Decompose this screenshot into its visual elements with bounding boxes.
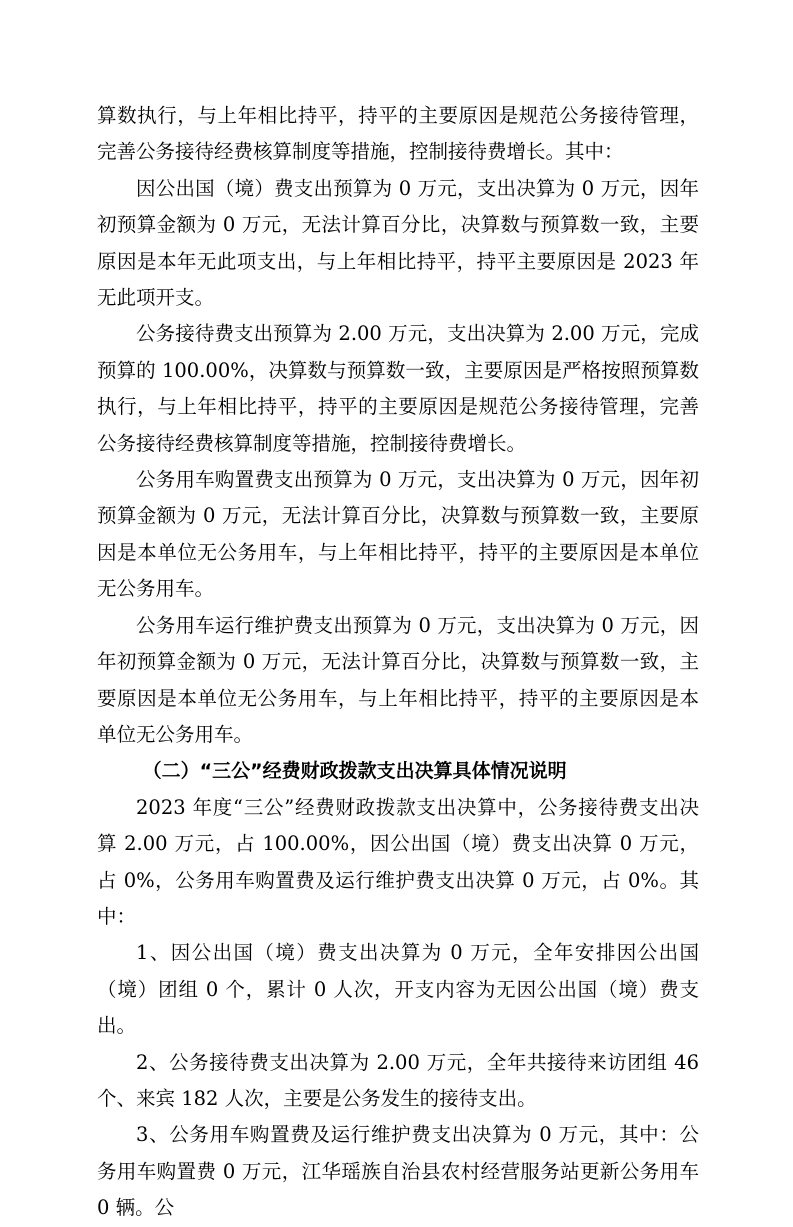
list-item-overseas: 1、因公出国（境）费支出决算为 0 万元，全年安排因公出国（境）团组 0 个，累计 0 人次，开支内容为无因公出国（境）费支出。: [97, 941, 699, 1038]
list-item-vehicles: 3、公务用车购置费及运行维护费支出决算为 0 万元，其中：公务用车购置费 0 万元，江华瑶族自治县农村经营服务站更新公务用车 0 辆。公: [97, 1123, 699, 1220]
document-page: [97, 98, 699, 1227]
paragraph-summary: 2023 年度“三公”经费财政拨款支出决算中，公务接待费支出决算 2.00 万元，占 100.00%，因公出国（境）费支出决算 0 万元，占 0%，公务用车购置费及运行维护费支出决算 0 万元，占 0%。其中：: [97, 795, 699, 928]
paragraph-overseas-travel: 因公出国（境）费支出预算为 0 万元，支出决算为 0 万元，因年初预算金额为 0 万元，无法计算百分比，决算数与预算数一致，主要原因是本年无此项支出，与上年相比持平，持平主要原因是 2023 年无此项开支。: [97, 176, 699, 310]
section-heading: （二）“三公”经费财政拨款支出决算具体情况说明: [142, 760, 567, 783]
paragraph-vehicle-purchase: 公务用车购置费支出预算为 0 万元，支出决算为 0 万元，因年初预算金额为 0 万元，无法计算百分比，决算数与预算数一致，主要原因是本单位无公务用车，与上年相比持平，持平的主要原因是本单位无公务用车。: [97, 468, 699, 601]
list-item-reception: 2、公务接待费支出决算为 2.00 万元，全年共接待来访团组 46 个、来宾 182 人次，主要是公务发生的接待支出。: [97, 1050, 699, 1110]
paragraph-vehicle-operation: 公务用车运行维护费支出预算为 0 万元，支出决算为 0 万元，因年初预算金额为 0 万元，无法计算百分比，决算数与预算数一致，主要原因是本单位无公务用车，与上年相比持平，持平的主要原因是本单位无公务用车。: [97, 613, 699, 746]
paragraph-reception: 公务接待费支出预算为 2.00 万元，支出决算为 2.00 万元，完成预算的 100.00%，决算数与预算数一致，主要原因是严格按照预算数执行，与上年相比持平，持平的主要原因是规范公务接待管理，完善公务接待经费核算制度等措施，控制接待费增长。: [97, 322, 699, 455]
paragraph-continuation: 算数执行，与上年相比持平，持平的主要原因是规范公务接待管理，完善公务接待经费核算制度等措施，控制接待费增长。其中：: [97, 104, 699, 164]
